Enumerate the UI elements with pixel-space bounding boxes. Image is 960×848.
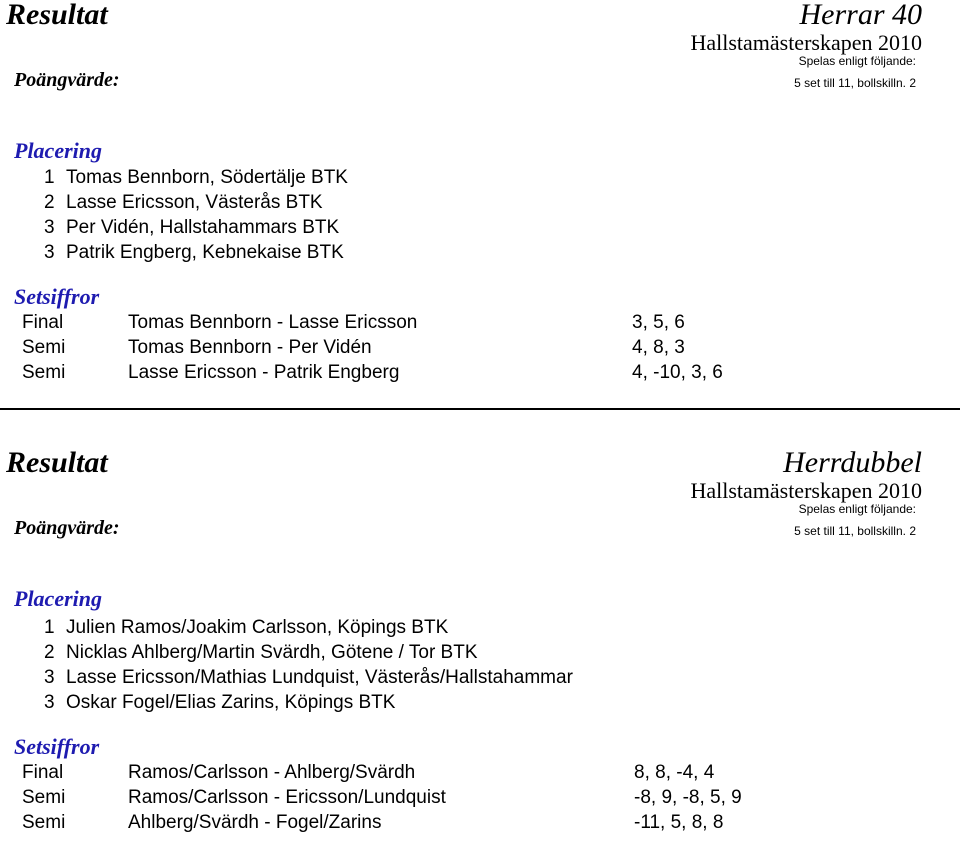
event-title: Herrar 40 (799, 0, 922, 31)
placing-row (44, 218, 339, 237)
match-players: Ramos/Carlsson - Ahlberg/Svärdh (128, 762, 416, 783)
placing-heading: Placering (14, 138, 102, 163)
match-players: Tomas Bennborn - Lasse Ericsson (128, 312, 418, 333)
played-label: Spelas enligt följande: (798, 502, 916, 516)
match-players: Tomas Bennborn - Per Vidén (128, 337, 372, 358)
placing-row (44, 618, 448, 637)
placing-row (44, 668, 573, 687)
round-label: Final (22, 312, 64, 333)
placing-row (44, 243, 344, 262)
placing-row (44, 193, 323, 212)
round-label: Semi (22, 337, 66, 358)
placing-number: 2 (44, 192, 55, 213)
points-label: Poängvärde: (14, 517, 120, 539)
section-herrdubbel (0, 448, 960, 848)
match-format: 5 set till 11, bollskilln. 2 (794, 524, 916, 538)
set-scores: 4, -10, 3, 6 (632, 362, 723, 383)
round-label: Semi (22, 787, 66, 808)
placing-number: 1 (44, 167, 55, 188)
section-herrar-40 (0, 0, 960, 400)
scores-heading: Setsiffror (14, 284, 100, 309)
placing-name: Lasse Ericsson/Mathias Lundquist, Västerås/Hallstahammar (66, 667, 573, 688)
set-scores: -8, 9, -8, 5, 9 (634, 787, 742, 808)
competition-name: Hallstamästerskapen 2010 (690, 30, 922, 55)
placing-number: 3 (44, 217, 55, 238)
placing-name: Nicklas Ahlberg/Martin Svärdh, Götene / Tor BTK (66, 642, 478, 663)
match-players: Ramos/Carlsson - Ericsson/Lundquist (128, 787, 446, 808)
placing-name: Julien Ramos/Joakim Carlsson, Köpings BTK (66, 617, 449, 638)
placing-row (44, 643, 478, 662)
set-scores: 4, 8, 3 (632, 337, 685, 358)
placing-name: Tomas Bennborn, Södertälje BTK (66, 167, 348, 188)
placing-name: Lasse Ericsson, Västerås BTK (66, 192, 323, 213)
placing-name: Oskar Fogel/Elias Zarins, Köpings BTK (66, 692, 396, 713)
competition-name: Hallstamästerskapen 2010 (690, 478, 922, 503)
points-label: Poängvärde: (14, 69, 120, 91)
placing-name: Patrik Engberg, Kebnekaise BTK (66, 242, 344, 263)
placing-number: 3 (44, 242, 55, 263)
section-divider (0, 408, 960, 410)
round-label: Final (22, 762, 64, 783)
event-title: Herrdubbel (783, 446, 922, 479)
placing-name: Per Vidén, Hallstahammars BTK (66, 217, 340, 238)
placing-number: 3 (44, 667, 55, 688)
match-format: 5 set till 11, bollskilln. 2 (794, 76, 916, 90)
placing-row (44, 693, 395, 712)
placing-heading: Placering (14, 586, 102, 611)
placing-number: 1 (44, 617, 55, 638)
result-label: Resultat (6, 446, 108, 479)
placing-row (44, 168, 348, 187)
match-players: Lasse Ericsson - Patrik Engberg (128, 362, 400, 383)
scores-heading: Setsiffror (14, 734, 100, 759)
set-scores: 3, 5, 6 (632, 312, 685, 333)
set-scores: -11, 5, 8, 8 (634, 812, 724, 833)
round-label: Semi (22, 362, 66, 383)
placing-number: 3 (44, 692, 55, 713)
match-players: Ahlberg/Svärdh - Fogel/Zarins (128, 812, 382, 833)
placing-number: 2 (44, 642, 55, 663)
set-scores: 8, 8, -4, 4 (634, 762, 715, 783)
round-label: Semi (22, 812, 66, 833)
played-label: Spelas enligt följande: (798, 54, 916, 68)
result-label: Resultat (6, 0, 108, 31)
